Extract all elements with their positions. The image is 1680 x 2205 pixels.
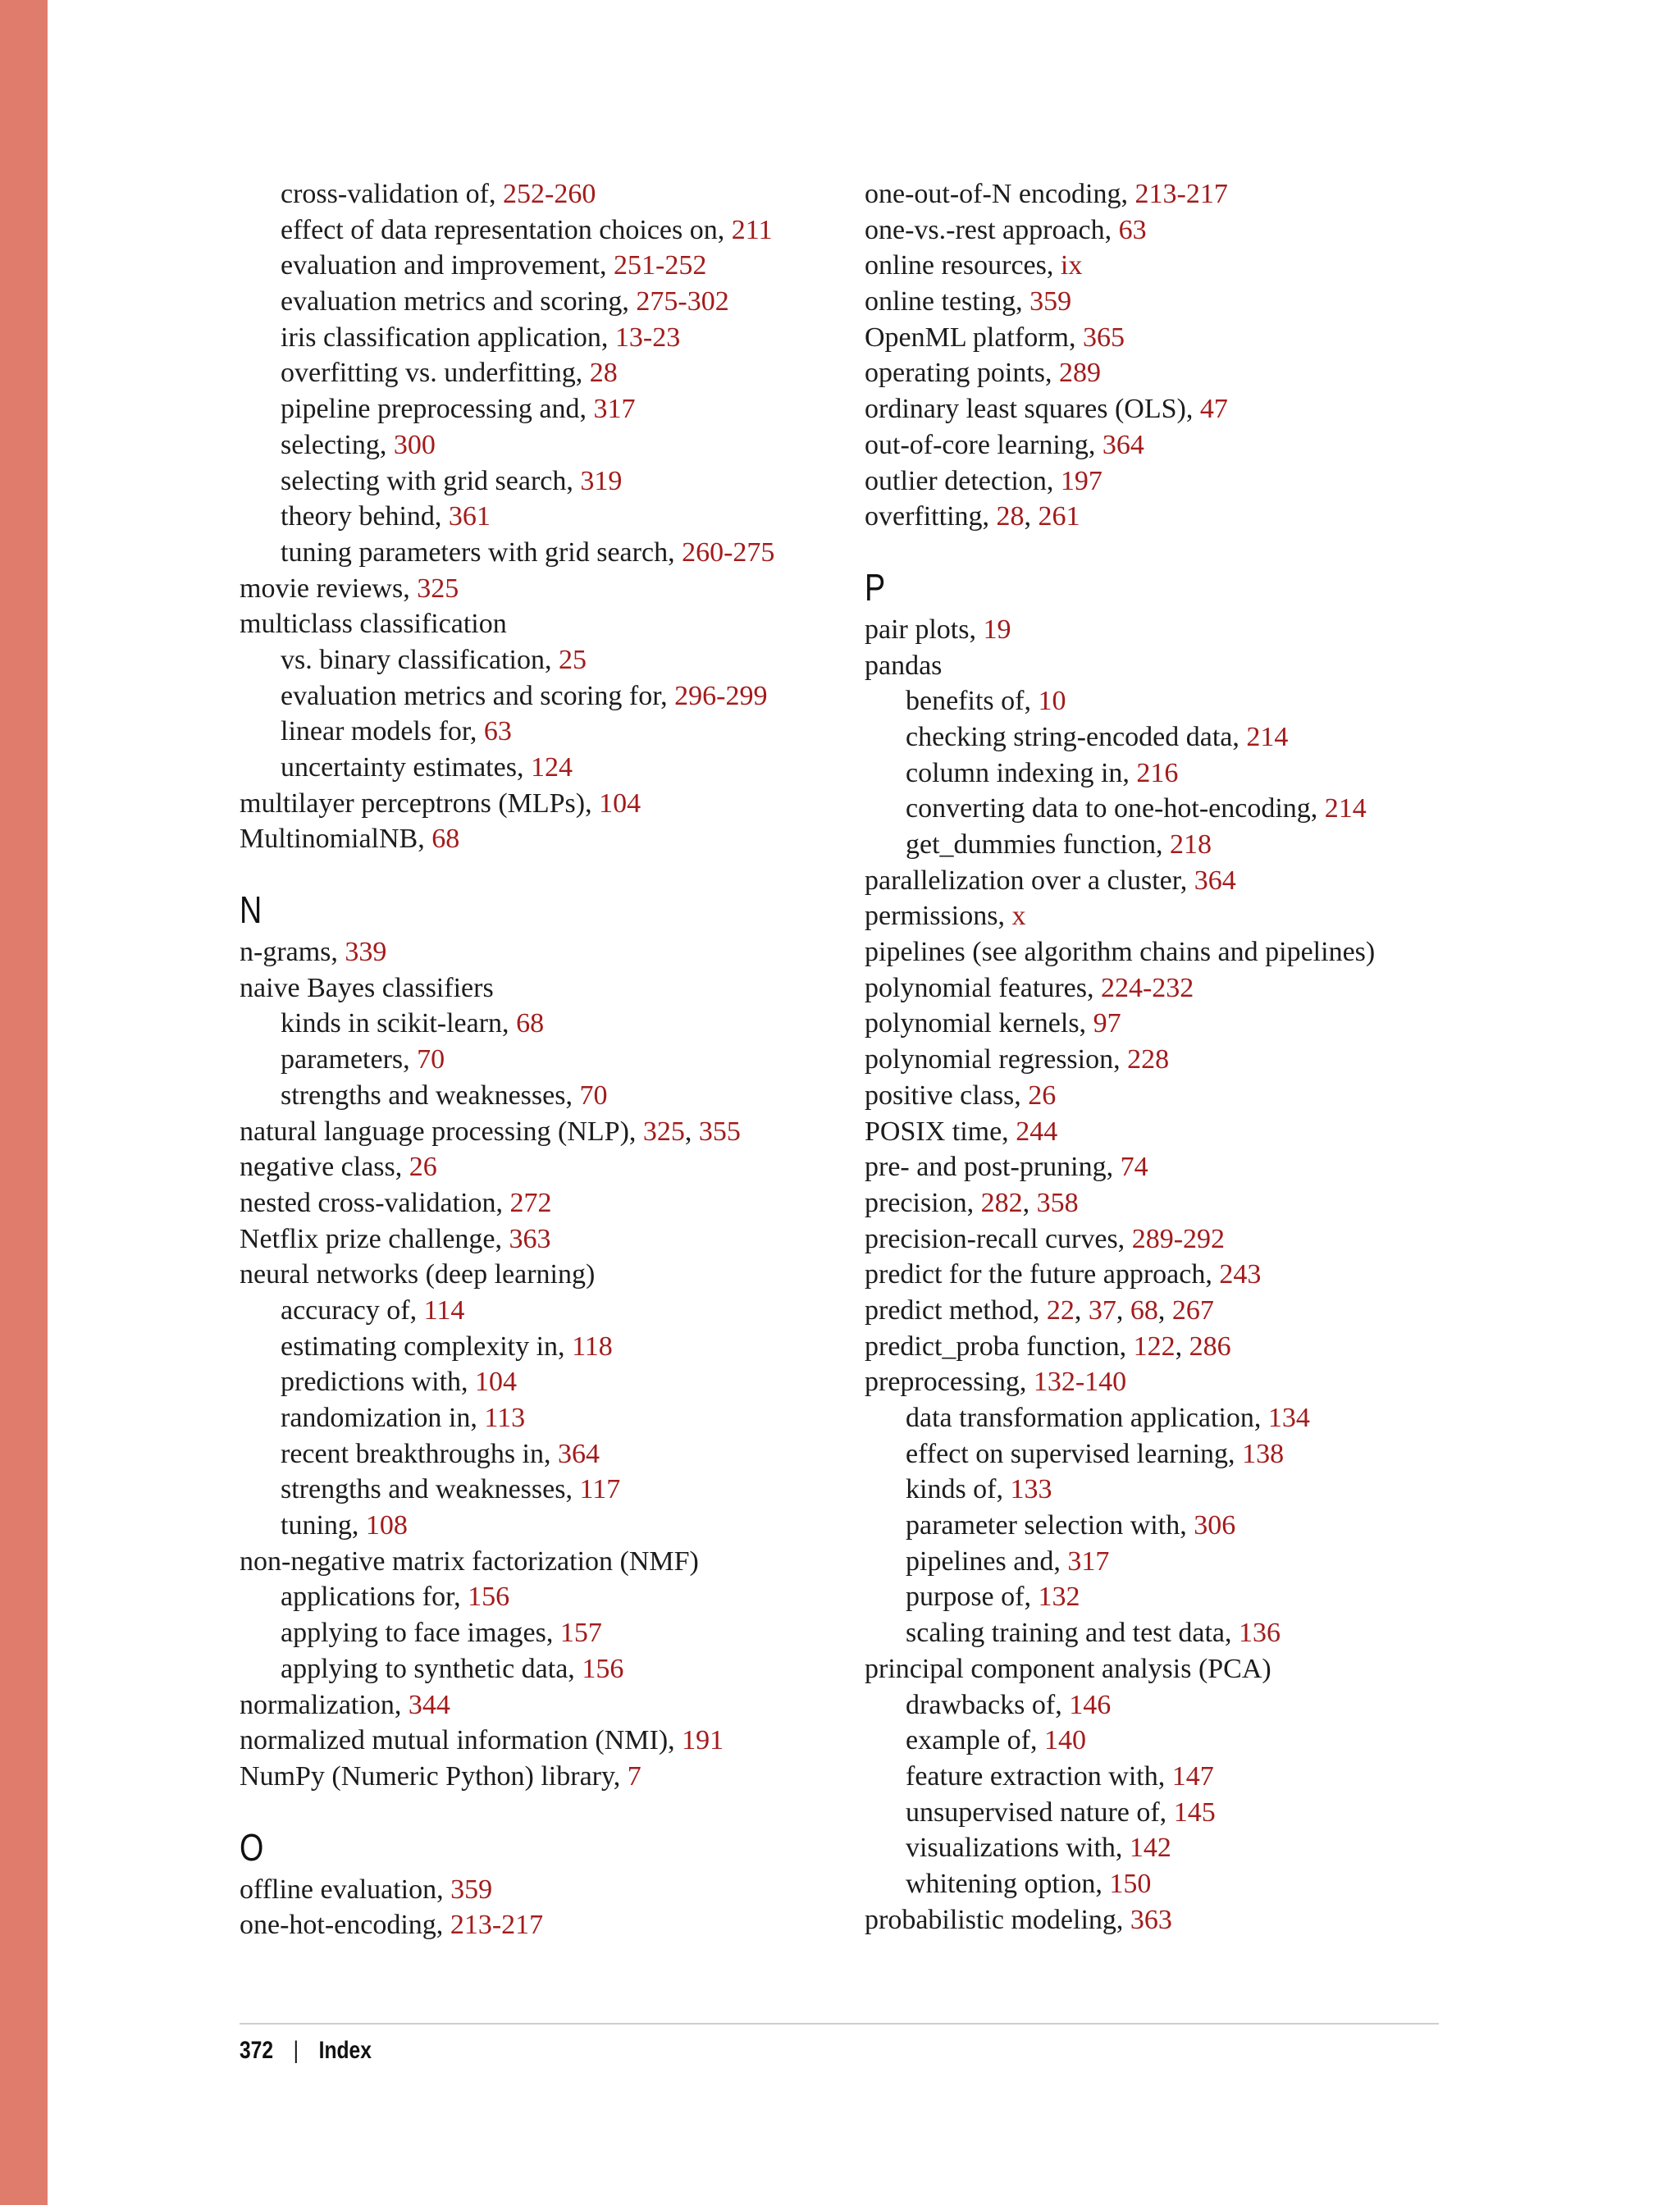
index-entry xyxy=(240,1907,847,1943)
entry-term: column indexing in, xyxy=(906,757,1137,788)
page-reference-link[interactable]: 47 xyxy=(1199,394,1228,425)
entry-term: operating points, xyxy=(865,358,1060,389)
page-reference-link[interactable]: 25 xyxy=(558,644,587,675)
entry-term: selecting with grid search, xyxy=(281,465,581,496)
entry-term: non-negative matrix factorization (NMF) xyxy=(240,1545,699,1577)
index-entry xyxy=(240,571,847,607)
page-reference-link[interactable]: 63 xyxy=(1118,214,1147,245)
entry-term: MultinomialNB, xyxy=(240,824,432,855)
page-reference-link[interactable]: 289-292 xyxy=(1131,1223,1226,1254)
entry-term: precision-recall curves, xyxy=(865,1223,1132,1254)
index-subentry xyxy=(240,1472,847,1508)
page-reference-link[interactable]: 252-260 xyxy=(503,179,596,209)
footer-rule xyxy=(240,2023,1439,2025)
index-entry xyxy=(865,1364,1472,1400)
entry-term: negative class, xyxy=(240,1152,409,1183)
page-reference-link[interactable]: 224-232 xyxy=(1100,972,1194,1003)
page-reference-link[interactable]: 150 xyxy=(1109,1868,1152,1899)
entry-term: overfitting vs. underfitting, xyxy=(281,358,590,389)
index-entry xyxy=(865,499,1472,535)
page-reference-link[interactable]: 74 xyxy=(1120,1152,1148,1183)
entry-term: tuning parameters with grid search, xyxy=(281,536,682,568)
entry-term: online testing, xyxy=(865,286,1030,317)
entry-term: normalized mutual information (NMI), xyxy=(240,1725,682,1756)
entry-term: feature extraction with, xyxy=(906,1760,1172,1792)
index-subentry xyxy=(865,756,1472,792)
entry-term: polynomial kernels, xyxy=(865,1008,1093,1039)
index-entry xyxy=(865,391,1472,427)
entry-term: iris classification application, xyxy=(281,322,615,353)
index-subentry xyxy=(865,1615,1472,1651)
entry-term: one-hot-encoding, xyxy=(240,1910,450,1941)
entry-term: applying to face images, xyxy=(281,1618,560,1649)
entry-term: pipelines (see algorithm chains and pipelines) xyxy=(865,937,1376,968)
index-subentry xyxy=(240,248,847,284)
index-entry xyxy=(865,898,1472,934)
page-reference-link[interactable]: 108 xyxy=(365,1510,408,1541)
index-subentry xyxy=(240,1364,847,1400)
entry-term: one-out-of-N encoding, xyxy=(865,179,1135,209)
entry-term: selecting, xyxy=(281,429,394,460)
entry-term: tuning, xyxy=(281,1510,366,1541)
entry-term: pre- and post-pruning, xyxy=(865,1152,1121,1183)
page-reference-link[interactable]: 13-23 xyxy=(614,322,681,353)
entry-term: predictions with, xyxy=(281,1367,476,1398)
index-subentry xyxy=(240,1006,847,1042)
page-reference-link[interactable]: 136 xyxy=(1239,1618,1281,1649)
index-entry xyxy=(240,1872,847,1908)
page-reference-link[interactable]: 365 xyxy=(1082,322,1125,353)
entry-term: preprocessing, xyxy=(865,1367,1034,1398)
entry-term: out-of-core learning, xyxy=(865,429,1102,460)
index-column-left xyxy=(240,176,847,1943)
index-subentry xyxy=(240,714,847,750)
page-reference-link[interactable]: 68 xyxy=(516,1008,545,1039)
page-reference-link[interactable]: 306 xyxy=(1194,1510,1236,1541)
ref-separator: , xyxy=(1175,1331,1189,1362)
index-subentry xyxy=(240,355,847,391)
entry-term: normalization, xyxy=(240,1689,409,1720)
ref-separator: , xyxy=(1074,1294,1089,1326)
index-entry xyxy=(240,786,847,822)
page-reference-link[interactable]: 216 xyxy=(1136,757,1179,788)
page-reference-link[interactable]: 363 xyxy=(1130,1904,1172,1935)
entry-term: applications for, xyxy=(281,1582,468,1613)
entry-term: permissions, xyxy=(865,901,1012,932)
page-reference-link[interactable]: 118 xyxy=(572,1331,613,1362)
page-reference-link[interactable]: 157 xyxy=(559,1618,602,1649)
page-reference-link[interactable]: 359 xyxy=(450,1874,493,1905)
entry-term: whitening option, xyxy=(906,1868,1110,1899)
page-reference-link[interactable]: 325 xyxy=(417,573,459,604)
index-subentry xyxy=(240,1042,847,1078)
entry-term: evaluation metrics and scoring, xyxy=(281,286,637,317)
entry-term: multilayer perceptrons (MLPs), xyxy=(240,788,600,819)
entry-term: strengths and weaknesses, xyxy=(281,1474,580,1505)
index-subentry xyxy=(865,791,1472,827)
page-reference-link[interactable]: 70 xyxy=(417,1044,445,1075)
entry-term: predict method, xyxy=(865,1294,1047,1326)
index-subentry xyxy=(240,499,847,535)
index-subentry xyxy=(865,719,1472,756)
entry-term: kinds in scikit-learn, xyxy=(281,1008,517,1039)
index-entry xyxy=(865,248,1472,284)
page-reference-link[interactable]: 344 xyxy=(408,1689,450,1720)
index-subentry xyxy=(865,1795,1472,1831)
page-reference-link[interactable]: 214 xyxy=(1324,793,1367,824)
index-entry xyxy=(240,1687,847,1723)
index-subentry xyxy=(240,1078,847,1114)
entry-term: neural networks (deep learning) xyxy=(240,1259,596,1290)
entry-term: pandas xyxy=(865,650,943,681)
footer-separator: | xyxy=(293,2037,299,2064)
entry-term: polynomial regression, xyxy=(865,1044,1128,1075)
page-reference-link[interactable]: 113 xyxy=(484,1403,526,1433)
page-reference-link[interactable]: 147 xyxy=(1171,1760,1214,1792)
index-letter-heading: P xyxy=(865,565,886,609)
index-entry xyxy=(865,1185,1472,1221)
index-entry xyxy=(865,1149,1472,1185)
entry-term: principal component analysis (PCA) xyxy=(865,1653,1271,1684)
entry-term: converting data to one-hot-encoding, xyxy=(906,793,1325,824)
index-entry xyxy=(240,1221,847,1258)
index-column-right xyxy=(865,176,1472,1938)
index-entry xyxy=(865,970,1472,1007)
page-reference-link[interactable]: 325 xyxy=(642,1116,685,1147)
entry-term: POSIX time, xyxy=(865,1116,1016,1147)
index-entry xyxy=(240,1544,847,1580)
index-entry xyxy=(865,320,1472,356)
entry-term: cross-validation of, xyxy=(281,179,503,209)
index-entry xyxy=(865,355,1472,391)
entry-term: Netflix prize challenge, xyxy=(240,1223,509,1254)
page-reference-link[interactable]: 282 xyxy=(980,1187,1023,1218)
page-reference-link[interactable]: 97 xyxy=(1093,1008,1121,1039)
index-subentry xyxy=(240,1329,847,1365)
entry-term: precision, xyxy=(865,1187,981,1218)
entry-term: parameters, xyxy=(281,1044,418,1075)
index-subentry xyxy=(240,1651,847,1687)
page-reference-link[interactable]: 261 xyxy=(1038,501,1080,532)
page-reference-link[interactable]: 361 xyxy=(448,501,491,532)
index-entry xyxy=(240,1257,847,1293)
page-reference-link[interactable]: 339 xyxy=(345,937,387,968)
page-reference-link[interactable]: 68 xyxy=(1130,1294,1158,1326)
ref-separator: , xyxy=(1116,1294,1130,1326)
page-reference-link[interactable]: 251-252 xyxy=(614,250,707,281)
index-entry xyxy=(240,934,847,970)
page-reference-link[interactable]: 37 xyxy=(1088,1294,1116,1326)
page-reference-link[interactable]: 317 xyxy=(1067,1545,1110,1577)
index-subentry xyxy=(865,1866,1472,1902)
entry-term: polynomial features, xyxy=(865,972,1101,1003)
index-letter-heading: N xyxy=(240,888,262,932)
index-subentry xyxy=(865,1759,1472,1795)
index-subentry xyxy=(240,1579,847,1615)
index-subentry xyxy=(865,1579,1472,1615)
page-reference-link[interactable]: 289 xyxy=(1059,358,1102,389)
page-reference-link[interactable]: 191 xyxy=(682,1725,724,1756)
index-entry xyxy=(865,1006,1472,1042)
entry-term: one-vs.-rest approach, xyxy=(865,214,1119,245)
entry-term: overfitting, xyxy=(865,501,997,532)
page-reference-link[interactable]: 28 xyxy=(996,501,1025,532)
page-reference-link[interactable]: 286 xyxy=(1189,1331,1231,1362)
entry-term: parallelization over a cluster, xyxy=(865,865,1194,896)
page-reference-link[interactable]: 243 xyxy=(1219,1259,1262,1290)
index-subentry xyxy=(865,827,1472,863)
entry-term: OpenML platform, xyxy=(865,322,1083,353)
page-reference-link[interactable]: 28 xyxy=(589,358,618,389)
entry-term: NumPy (Numeric Python) library, xyxy=(240,1760,628,1792)
index-subentry xyxy=(240,642,847,678)
entry-term: positive class, xyxy=(865,1080,1029,1111)
index-entry xyxy=(240,970,847,1007)
entry-term: online resources, xyxy=(865,250,1061,281)
entry-term: applying to synthetic data, xyxy=(281,1653,582,1684)
index-entry xyxy=(865,648,1472,684)
page-reference-link[interactable]: 22 xyxy=(1046,1294,1075,1326)
page-reference-link[interactable]: 355 xyxy=(698,1116,741,1147)
entry-term: recent breakthroughs in, xyxy=(281,1438,558,1469)
page-reference-link[interactable]: 363 xyxy=(509,1223,551,1254)
ref-separator: , xyxy=(1024,501,1039,532)
page-reference-link[interactable]: 104 xyxy=(475,1367,518,1398)
page-reference-link[interactable]: 124 xyxy=(530,752,573,783)
entry-term: theory behind, xyxy=(281,501,449,532)
entry-term: get_dummies function, xyxy=(906,829,1171,860)
index-entry xyxy=(865,1329,1472,1365)
page-reference-link[interactable]: 68 xyxy=(431,824,460,855)
entry-term: probabilistic modeling, xyxy=(865,1904,1130,1935)
page-reference-link[interactable]: 228 xyxy=(1127,1044,1170,1075)
page-footer xyxy=(240,2037,372,2065)
page-reference-link[interactable]: 260-275 xyxy=(682,536,775,568)
index-subentry xyxy=(240,284,847,320)
entry-term: pipelines and, xyxy=(906,1545,1068,1577)
index-entry xyxy=(240,1185,847,1221)
page-reference-link[interactable]: 197 xyxy=(1060,465,1102,496)
entry-term: estimating complexity in, xyxy=(281,1331,573,1362)
index-entry xyxy=(865,1078,1472,1114)
page-reference-link[interactable]: 364 xyxy=(1102,429,1144,460)
entry-term: ordinary least squares (OLS), xyxy=(865,394,1200,425)
index-letter-heading: O xyxy=(240,1825,264,1869)
entry-term: pair plots, xyxy=(865,614,984,645)
page-reference-link[interactable]: 296-299 xyxy=(674,680,768,711)
index-entry xyxy=(240,1149,847,1185)
index-subentry xyxy=(240,1436,847,1472)
index-subentry xyxy=(865,1687,1472,1723)
entry-term: n-grams, xyxy=(240,937,345,968)
index-entry xyxy=(865,1651,1472,1687)
entry-term: pipeline preprocessing and, xyxy=(281,394,594,425)
entry-term: linear models for, xyxy=(281,716,484,747)
index-entry xyxy=(865,284,1472,320)
page-reference-link[interactable]: 364 xyxy=(558,1438,600,1469)
page-reference-link[interactable]: 218 xyxy=(1170,829,1212,860)
index-entry xyxy=(240,1723,847,1759)
entry-term: example of, xyxy=(906,1725,1044,1756)
index-entry xyxy=(865,1114,1472,1150)
page-reference-link[interactable]: 138 xyxy=(1242,1438,1285,1469)
page-reference-link[interactable]: 140 xyxy=(1044,1725,1086,1756)
entry-term: strengths and weaknesses, xyxy=(281,1080,580,1111)
page-reference-link[interactable]: 26 xyxy=(409,1152,437,1183)
entry-term: scaling training and test data, xyxy=(906,1618,1239,1649)
entry-term: outlier detection, xyxy=(865,465,1061,496)
ref-separator: , xyxy=(1022,1187,1037,1218)
entry-term: effect on supervised learning, xyxy=(906,1438,1243,1469)
index-entry xyxy=(240,1759,847,1795)
entry-term: effect of data representation choices on, xyxy=(281,214,732,245)
page-reference-link[interactable]: 146 xyxy=(1069,1689,1112,1720)
index-subentry xyxy=(865,1723,1472,1759)
index-subentry xyxy=(240,427,847,463)
entry-term: kinds of, xyxy=(906,1474,1011,1505)
page-reference-link[interactable]: 104 xyxy=(599,788,641,819)
entry-term: natural language processing (NLP), xyxy=(240,1116,643,1147)
page-reference-link[interactable]: 359 xyxy=(1029,286,1072,317)
entry-term: naive Bayes classifiers xyxy=(240,972,494,1003)
page-reference-link[interactable]: 272 xyxy=(509,1187,552,1218)
index-subentry xyxy=(240,1508,847,1544)
page-reference-link[interactable]: 213-217 xyxy=(450,1910,544,1941)
index-entry xyxy=(865,1257,1472,1293)
index-subentry xyxy=(865,1508,1472,1544)
page-reference-link[interactable]: 133 xyxy=(1010,1474,1052,1505)
page-reference-link[interactable]: 358 xyxy=(1036,1187,1079,1218)
entry-term: uncertainty estimates, xyxy=(281,752,531,783)
page-reference-link[interactable]: 214 xyxy=(1246,721,1289,752)
page-reference-link[interactable]: 70 xyxy=(579,1080,608,1111)
index-subentry xyxy=(240,176,847,212)
page-reference-link[interactable]: 244 xyxy=(1016,1116,1058,1147)
index-entry xyxy=(240,821,847,857)
index-subentry xyxy=(240,463,847,500)
entry-term: parameter selection with, xyxy=(906,1510,1194,1541)
entry-term: vs. binary classification, xyxy=(281,644,559,675)
index-entry xyxy=(865,1293,1472,1329)
entry-term: multiclass classification xyxy=(240,609,507,640)
index-subentry xyxy=(240,1293,847,1329)
index-subentry xyxy=(865,1830,1472,1866)
page-reference-link[interactable]: 26 xyxy=(1028,1080,1057,1111)
index-subentry xyxy=(865,683,1472,719)
index-subentry xyxy=(240,678,847,714)
entry-term: evaluation metrics and scoring for, xyxy=(281,680,675,711)
page-number: 372 xyxy=(240,2037,274,2064)
index-subentry xyxy=(865,1544,1472,1580)
index-entry xyxy=(865,427,1472,463)
entry-term: predict for the future approach, xyxy=(865,1259,1220,1290)
page-reference-link[interactable]: 142 xyxy=(1129,1833,1171,1864)
page-reference-link[interactable]: 63 xyxy=(483,716,512,747)
index-entry xyxy=(865,612,1472,648)
index-entry xyxy=(865,1902,1472,1938)
index-subentry xyxy=(240,1615,847,1651)
ref-separator: , xyxy=(684,1116,699,1147)
entry-term: checking string-encoded data, xyxy=(906,721,1247,752)
page-reference-link[interactable]: 122 xyxy=(1133,1331,1176,1362)
page-reference-link[interactable]: 275-302 xyxy=(636,286,729,317)
page-reference-link[interactable]: x xyxy=(1011,901,1026,932)
entry-term: offline evaluation, xyxy=(240,1874,451,1905)
page-reference-link[interactable]: 145 xyxy=(1173,1796,1216,1828)
entry-term: unsupervised nature of, xyxy=(906,1796,1174,1828)
index-entry xyxy=(865,1221,1472,1258)
page-reference-link[interactable]: 117 xyxy=(579,1474,621,1505)
section-title: Index xyxy=(318,2037,372,2064)
index-subentry xyxy=(865,1400,1472,1436)
entry-term: data transformation application, xyxy=(906,1403,1268,1433)
page-reference-link[interactable]: 213-217 xyxy=(1134,179,1228,209)
index-entry xyxy=(865,863,1472,899)
entry-term: movie reviews, xyxy=(240,573,418,604)
page-reference-link[interactable]: 132-140 xyxy=(1033,1367,1127,1398)
page-reference-link[interactable]: 19 xyxy=(983,614,1011,645)
index-subentry xyxy=(240,750,847,786)
index-entry xyxy=(865,176,1472,212)
index-entry xyxy=(865,1042,1472,1078)
index-subentry xyxy=(240,320,847,356)
page-reference-link[interactable]: 317 xyxy=(593,394,636,425)
ref-separator: , xyxy=(1157,1294,1172,1326)
entry-term: visualizations with, xyxy=(906,1833,1130,1864)
index-subentry xyxy=(240,212,847,249)
entry-term: purpose of, xyxy=(906,1582,1039,1613)
entry-term: nested cross-validation, xyxy=(240,1187,510,1218)
entry-term: accuracy of, xyxy=(281,1294,424,1326)
entry-term: drawbacks of, xyxy=(906,1689,1070,1720)
page-reference-link[interactable]: 300 xyxy=(393,429,436,460)
page-reference-link[interactable]: 364 xyxy=(1194,865,1236,896)
index-subentry xyxy=(865,1472,1472,1508)
entry-term: benefits of, xyxy=(906,686,1039,717)
index-entry xyxy=(865,212,1472,249)
page-reference-link[interactable]: 10 xyxy=(1038,686,1066,717)
page-reference-link[interactable]: 7 xyxy=(627,1760,641,1792)
page-reference-link[interactable]: 211 xyxy=(731,214,773,245)
page-reference-link[interactable]: 156 xyxy=(582,1653,624,1684)
index-entry xyxy=(865,934,1472,970)
page-reference-link[interactable]: 134 xyxy=(1267,1403,1310,1433)
page-reference-link[interactable]: 156 xyxy=(468,1582,510,1613)
index-subentry xyxy=(240,535,847,571)
page-reference-link[interactable]: 267 xyxy=(1171,1294,1214,1326)
page-reference-link[interactable]: 319 xyxy=(580,465,623,496)
index-entry xyxy=(865,463,1472,500)
index-entry xyxy=(240,1114,847,1150)
page-reference-link[interactable]: ix xyxy=(1060,250,1083,281)
index-subentry xyxy=(865,1436,1472,1472)
side-color-bar xyxy=(0,0,48,2205)
page-reference-link[interactable]: 114 xyxy=(423,1294,465,1326)
entry-term: randomization in, xyxy=(281,1403,485,1433)
index-subentry xyxy=(240,391,847,427)
page-reference-link[interactable]: 132 xyxy=(1038,1582,1080,1613)
entry-term: predict_proba function, xyxy=(865,1331,1134,1362)
index-subentry xyxy=(240,1400,847,1436)
index-entry xyxy=(240,606,847,642)
entry-term: evaluation and improvement, xyxy=(281,250,614,281)
